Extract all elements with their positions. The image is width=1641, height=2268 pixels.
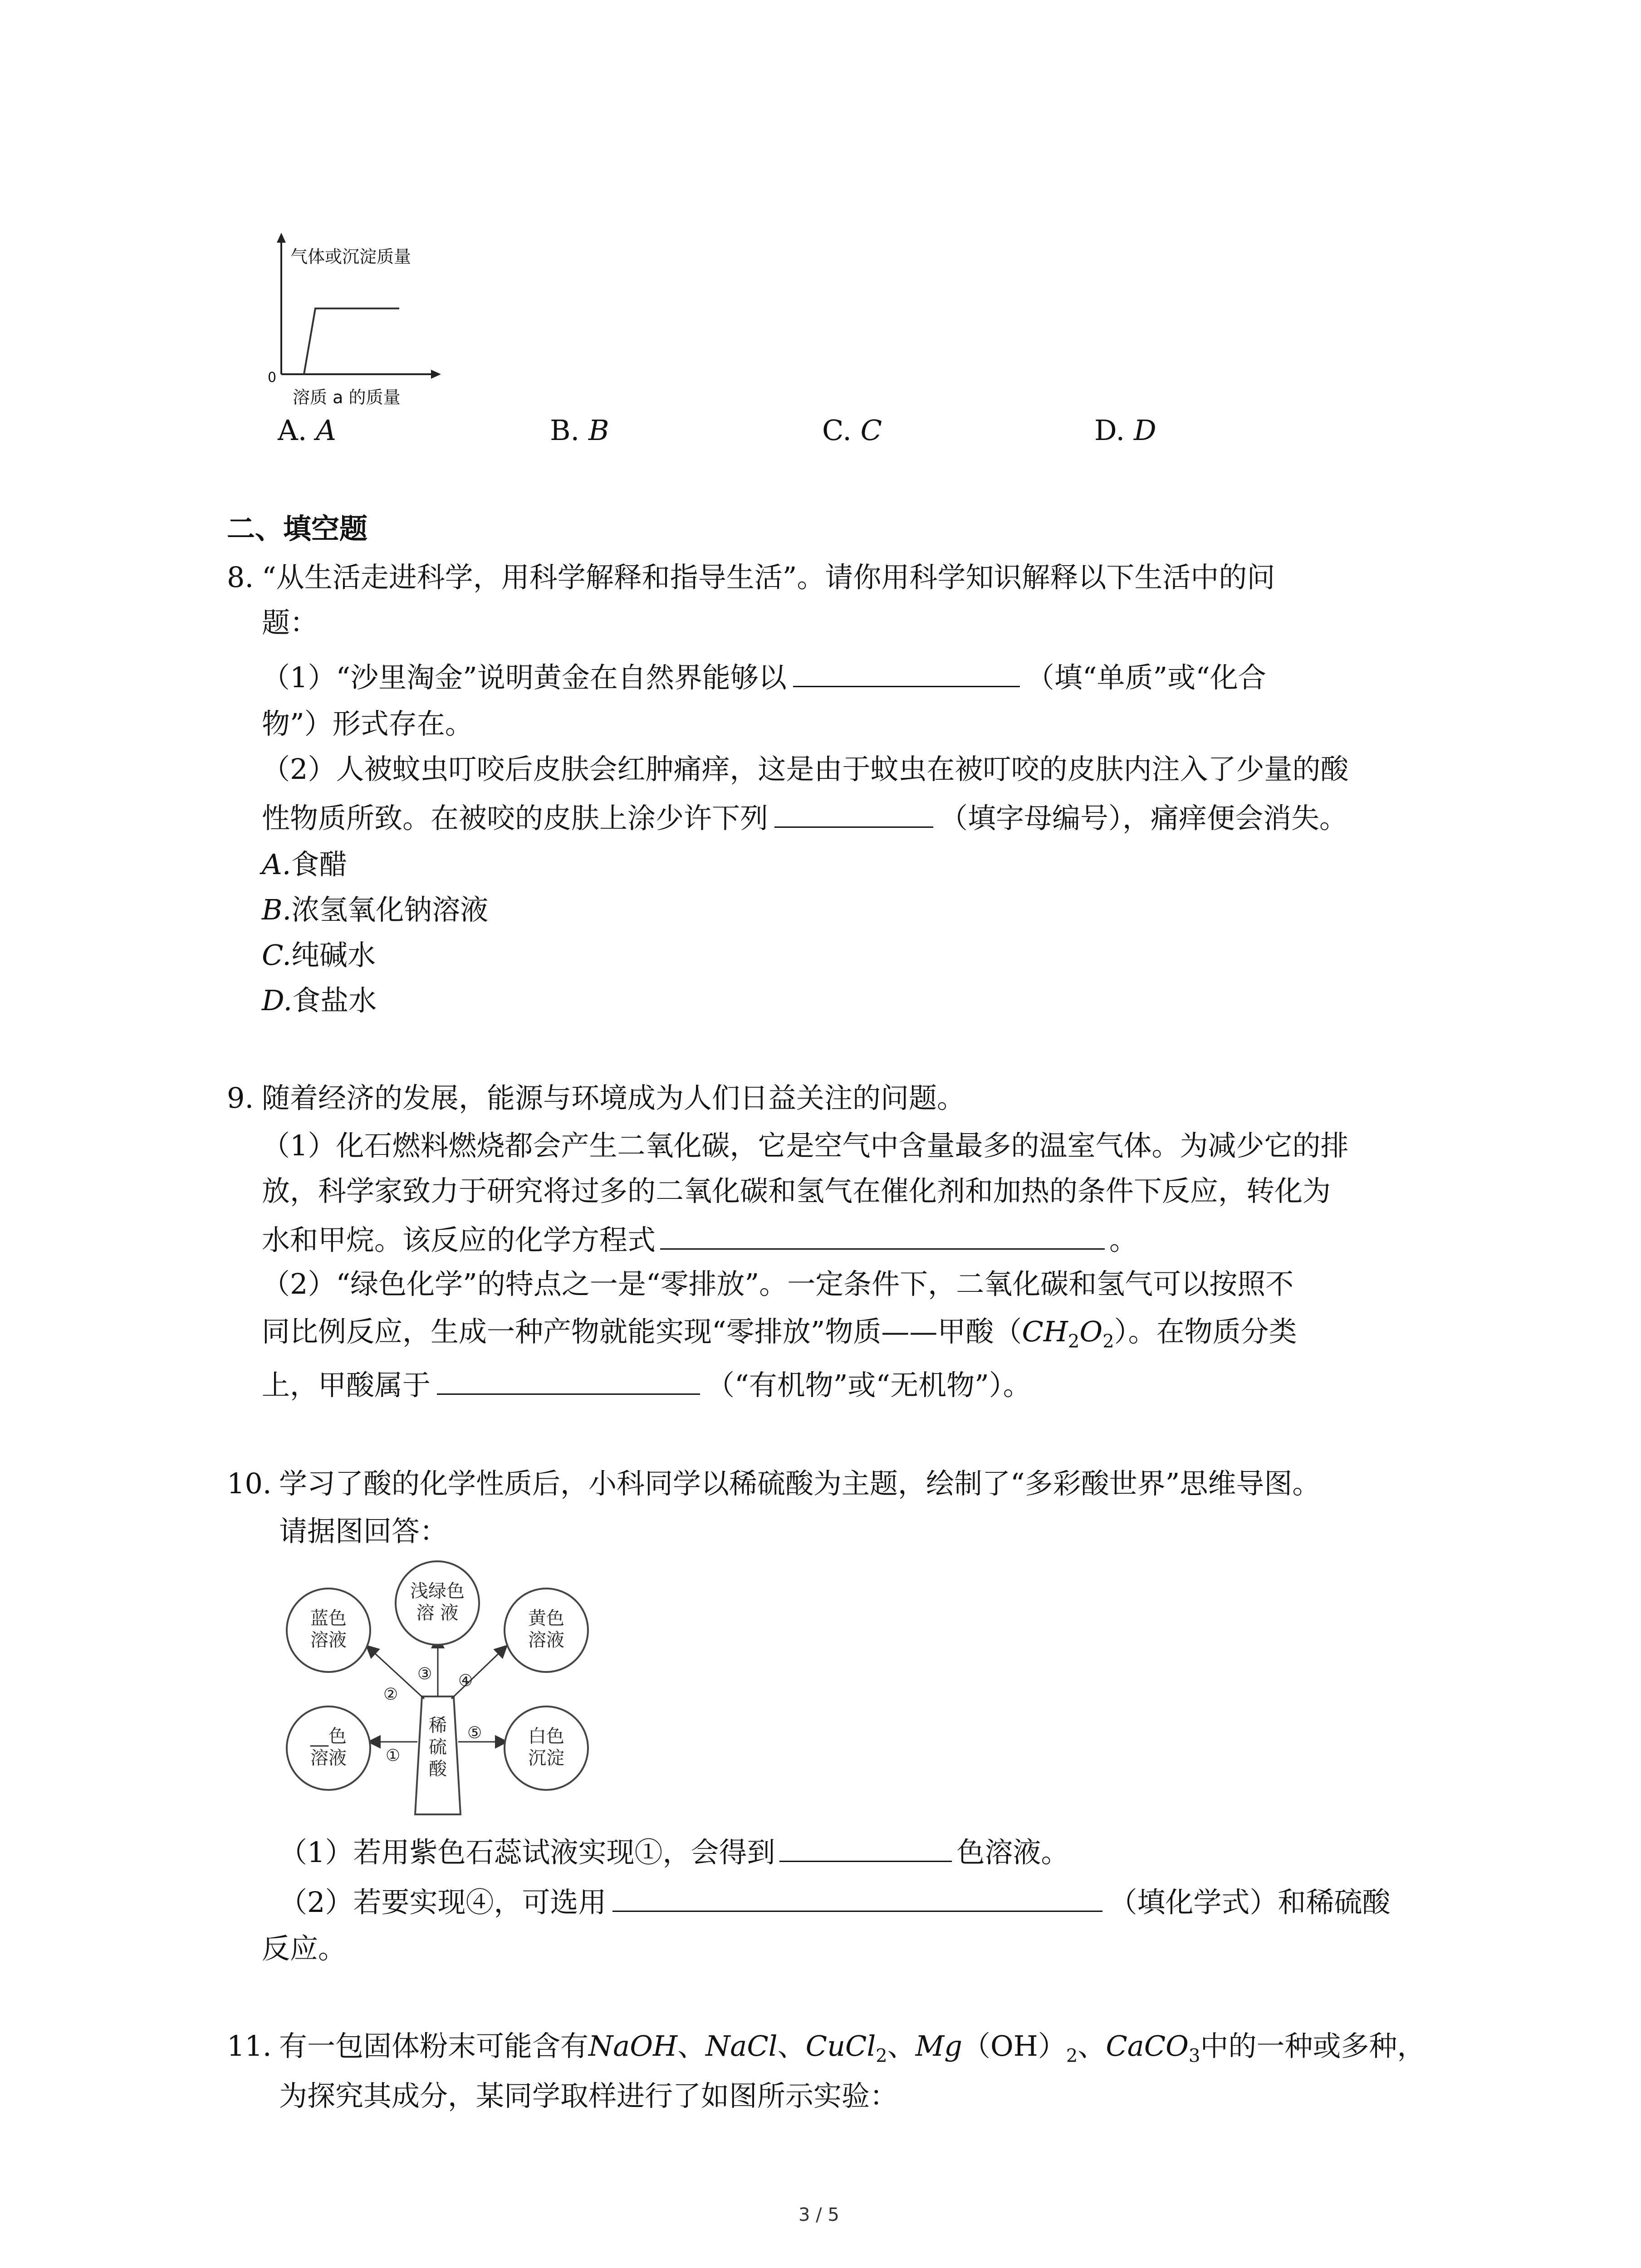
- label-2: ②: [383, 1685, 398, 1704]
- q11-number: 11.: [227, 2029, 272, 2063]
- q8-part2-line2: 性物质所致。在被咬的皮肤上涂少许下列 （填字母编号），痛痒便会消失。: [262, 802, 1348, 835]
- node-white-precipitate: 白色 沉淀: [504, 1706, 589, 1791]
- option-d: D. D: [1094, 414, 1156, 447]
- node-blue: 蓝色 溶液: [286, 1588, 371, 1673]
- option-b: B. B: [550, 414, 609, 447]
- center-dilute-sulfuric-acid: 稀 硫 酸: [429, 1715, 447, 1779]
- q8-number: 8.: [227, 561, 254, 594]
- q8-choice-b: B.浓氢氧化钠溶液: [262, 893, 489, 926]
- option-a: A. A: [278, 414, 336, 447]
- q9-part2-line2: 同比例反应，生成一种产物就能实现“零排放”物质——甲酸$(CH_2O_2)$。在物质分类: [262, 1315, 1297, 1352]
- q10-part2-line1: （2）若要实现④，可选用 （填化学式）和稀硫酸: [279, 1886, 1391, 1919]
- q8-stem-line2: 题：: [262, 606, 318, 639]
- graph-ylabel: 气体或沉淀质量: [290, 247, 411, 267]
- q10-blank2[interactable]: [612, 1887, 1102, 1912]
- q10-stem-line1: 学习了酸的化学性质后，小科同学以稀硫酸为主题，绘制了“多彩酸世界”思维导图。: [279, 1467, 1321, 1500]
- acid-mind-map: [272, 1560, 617, 1828]
- q11-stem-line2: 为探究其成分，某同学取样进行了如图所示实验：: [279, 2079, 898, 2112]
- q9-part1-line1: （1）化石燃料燃烧都会产生二氧化碳，它是空气中含量最多的温室气体。为减少它的排: [262, 1129, 1349, 1162]
- q8-choice-d: D.食盐水: [262, 984, 377, 1017]
- q8-part2-line1: （2）人被蚊虫叮咬后皮肤会红肿痛痒，这是由于蚊虫在被叮咬的皮肤内注入了少量的酸: [262, 753, 1349, 786]
- graph-origin: 0: [268, 370, 277, 386]
- top-graph: [254, 229, 445, 411]
- label-4: ④: [458, 1672, 473, 1690]
- q10-number: 10.: [227, 1467, 272, 1500]
- label-1: ①: [386, 1746, 401, 1765]
- q9-blank2[interactable]: [437, 1370, 700, 1395]
- q8-part1-line1: （1）“沙里淘金”说明黄金在自然界能够以 （填“单质”或“化合: [262, 661, 1266, 694]
- option-c: C. C: [822, 414, 882, 447]
- q10-stem-line2: 请据图回答：: [279, 1515, 448, 1548]
- graph-line: [304, 308, 399, 374]
- q9-stem: 随着经济的发展，能源与环境成为人们日益关注的问题。: [262, 1081, 965, 1114]
- q10-blank1[interactable]: [779, 1837, 952, 1862]
- node-yellow: 黄色 溶液: [504, 1588, 589, 1673]
- q8-blank1[interactable]: [793, 662, 1020, 687]
- q9-part2-line1: （2）“绿色化学”的特点之一是“零排放”。一定条件下，二氧化碳和氢气可以按照不: [262, 1267, 1294, 1300]
- q11-stem-line1: 有一包固体粉末可能含有NaOH、NaCl、CuCl$_2$、$Mg(OH)_2$、CaCO$_3$中的一种或多种，: [279, 2029, 1425, 2067]
- q8-blank2[interactable]: [774, 803, 933, 828]
- q8-choice-c: C.纯碱水: [262, 938, 376, 972]
- q8-part1-line2: 物”）形式存在。: [262, 707, 473, 740]
- node-light-green: 浅绿色 溶 液: [395, 1560, 480, 1646]
- q10-part1: （1）若用紫色石蕊试液实现①，会得到 色溶液。: [279, 1836, 1069, 1869]
- q10-part2-line2: 反应。: [262, 1932, 347, 1965]
- label-3: ③: [417, 1665, 432, 1683]
- section-title: 二、填空题: [227, 512, 368, 545]
- q8-stem-line1: “从生活走进科学，用科学解释和指导生活”。请你用科学知识解释以下生活中的问: [262, 561, 1275, 594]
- page-number: 3 / 5: [798, 2204, 839, 2225]
- graph-xlabel: 溶质 a 的质量: [293, 387, 401, 407]
- q9-blank1[interactable]: [660, 1225, 1105, 1250]
- q9-part2-line3: 上，甲酸属于 （“有机物”或“无机物”）。: [262, 1369, 1031, 1402]
- label-5: ⑤: [467, 1724, 482, 1742]
- q9-part1-line3: 水和甲烷。该反应的化学方程式 。: [262, 1223, 1138, 1256]
- node-unknown-color: __色 溶液: [286, 1706, 371, 1791]
- q9-number: 9.: [227, 1081, 254, 1114]
- q9-part1-line2: 放，科学家致力于研究将过多的二氧化碳和氢气在催化剂和加热的条件下反应，转化为: [262, 1174, 1331, 1207]
- q8-choice-a: A.食醋: [262, 848, 348, 881]
